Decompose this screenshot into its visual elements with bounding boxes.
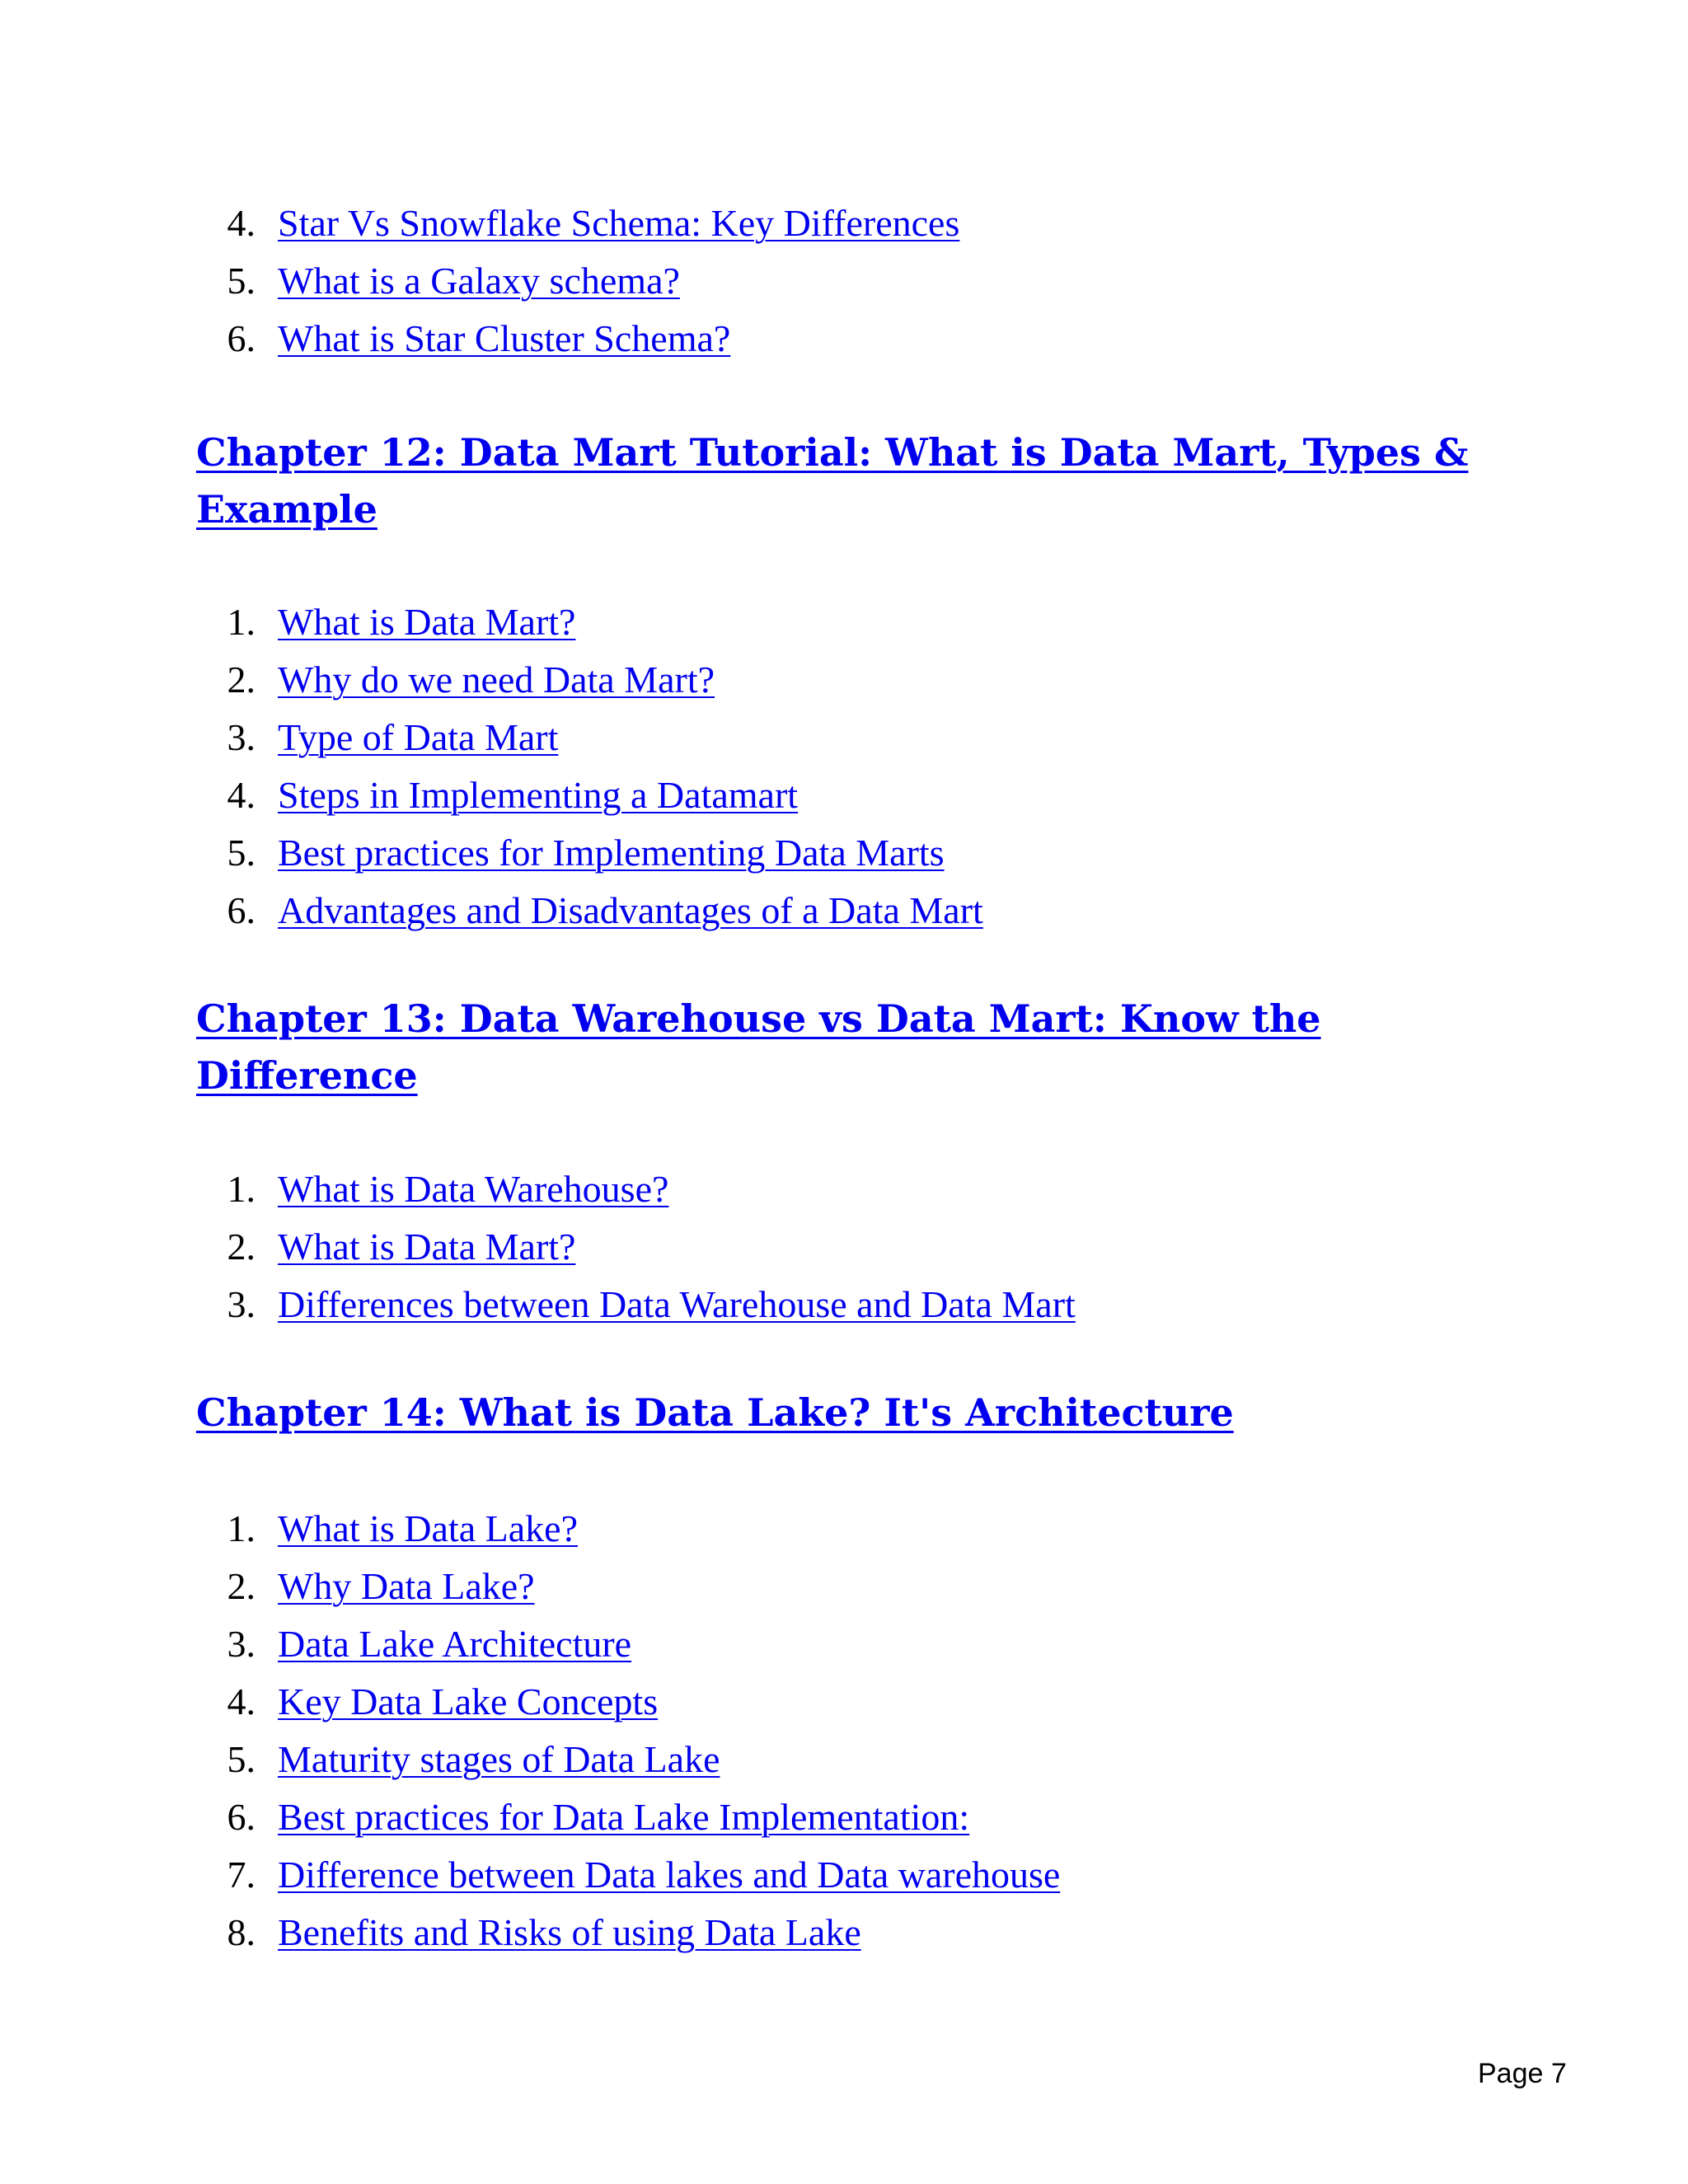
toc-link-star-vs-snowflake[interactable]: Star Vs Snowflake Schema: Key Differences [278,202,960,244]
toc-link-data-lake-architecture[interactable]: Data Lake Architecture [278,1623,632,1665]
item-number: 5. [227,832,256,874]
toc-link-why-data-lake[interactable]: Why Data Lake? [278,1565,535,1607]
list-item [0,593,1688,651]
list-item [0,1846,1688,1904]
item-number: 1. [227,1507,256,1549]
toc-link-differences-warehouse-mart[interactable]: Differences between Data Warehouse and Data Mart [278,1283,1076,1325]
chapter-14-title-link[interactable]: Chapter 14: What is Data Lake? It's Architecture [196,1390,1234,1435]
toc-link-what-is-data-lake[interactable]: What is Data Lake? [278,1507,578,1549]
list-item [0,1218,1688,1276]
list-item [0,1558,1688,1615]
item-number: 2. [227,658,256,701]
item-number: 3. [227,716,256,758]
toc-link-steps-implementing-datamart[interactable]: Steps in Implementing a Datamart [278,774,799,816]
list-item [0,194,1688,252]
list-item [0,882,1688,940]
toc-link-best-practices-data-lake[interactable]: Best practices for Data Lake Implementation: [278,1796,970,1838]
list-item [0,1731,1688,1788]
item-number: 5. [227,1738,256,1780]
item-number: 2. [227,1565,256,1607]
item-number: 4. [227,774,256,816]
toc-link-why-data-mart[interactable]: Why do we need Data Mart? [278,658,715,701]
item-number: 8. [227,1911,256,1953]
item-number: 2. [227,1226,256,1268]
item-number: 4. [227,202,256,244]
item-number: 6. [227,889,256,931]
item-number: 6. [227,317,256,359]
toc-list-chapter-13 [0,1160,1688,1333]
item-number: 4. [227,1680,256,1722]
toc-link-what-is-data-mart[interactable]: What is Data Mart? [278,601,576,643]
list-item [0,766,1688,824]
item-number: 6. [227,1796,256,1838]
item-number: 3. [227,1623,256,1665]
list-item [0,1500,1688,1558]
toc-link-galaxy-schema[interactable]: What is a Galaxy schema? [278,260,680,302]
list-item [0,709,1688,766]
toc-link-star-cluster-schema[interactable]: What is Star Cluster Schema? [278,317,731,359]
toc-link-key-data-lake-concepts[interactable]: Key Data Lake Concepts [278,1680,659,1722]
item-number: 5. [227,260,256,302]
chapter-12-title-link[interactable]: Chapter 12: Data Mart Tutorial: What is Data Mart, Types & Example [196,430,1469,532]
list-item [0,1160,1688,1218]
list-item [0,824,1688,882]
toc-list-chapter-11-continued [0,194,1688,368]
toc-link-data-lakes-vs-warehouse[interactable]: Difference between Data lakes and Data warehouse [278,1854,1061,1896]
list-item [0,252,1688,310]
list-item [0,1276,1688,1333]
toc-link-what-is-data-warehouse[interactable]: What is Data Warehouse? [278,1168,669,1210]
list-item [0,1788,1688,1846]
toc-link-best-practices-data-marts[interactable]: Best practices for Implementing Data Marts [278,832,945,874]
list-item [0,1615,1688,1673]
toc-link-what-is-data-mart-2[interactable]: What is Data Mart? [278,1226,576,1268]
chapter-13-title-link[interactable]: Chapter 13: Data Warehouse vs Data Mart: Know the Difference [196,996,1321,1098]
item-number: 7. [227,1854,256,1896]
toc-link-advantages-disadvantages[interactable]: Advantages and Disadvantages of a Data Mart [278,889,983,931]
list-item [0,310,1688,368]
toc-link-type-of-data-mart[interactable]: Type of Data Mart [278,716,559,758]
list-item [0,1673,1688,1731]
toc-list-chapter-12 [0,593,1688,940]
page-number: Page 7 [1478,2058,1567,2089]
item-number: 1. [227,601,256,643]
toc-link-maturity-stages[interactable]: Maturity stages of Data Lake [278,1738,720,1780]
list-item [0,651,1688,709]
item-number: 3. [227,1283,256,1325]
toc-list-chapter-14 [0,1500,1688,1961]
toc-link-benefits-risks-data-lake[interactable]: Benefits and Risks of using Data Lake [278,1911,861,1953]
list-item [0,1904,1688,1961]
item-number: 1. [227,1168,256,1210]
